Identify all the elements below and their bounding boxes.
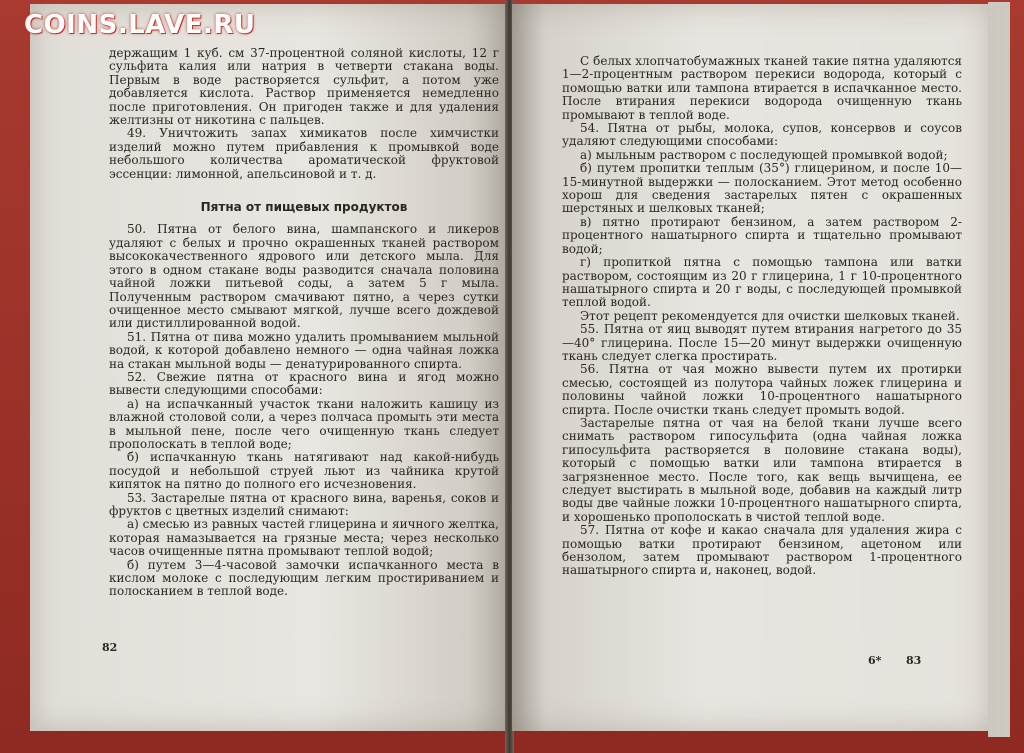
paragraph: б) путем пропитки теплым (35°) глицерином, и после 10—15-минутной выдержки — полосканием. Этот метод особенно хорош для сведения застарелых пятен с окрашенных шерстяных и шелковых тканей;	[562, 161, 962, 216]
paragraph: 51. Пятна от пива можно удалить промыванием мыльной водой, к которой добавлено немного — одна чайная ложка на стакан мыльной воды — денатурированного спирта.	[109, 329, 499, 371]
page-fore-edge	[988, 2, 1010, 737]
paragraph: Застарелые пятна от чая на белой ткани лучше всего снимать раствором гипосульфита (одна чайная ложка гипосульфита растворяется в половине стакана воды), который с помощью ватки или тампона втирается в загрязненное место. После того, как вещь вычищена, ее следует выстирать в мыльной воде, добавив на каждый литр воды две чайные ложки 10-процентного нашатырного спирта, и хорошенько прополоскать в чистой теплой воде.	[562, 415, 962, 524]
paragraph: 50. Пятна от белого вина, шампанского и ликеров удаляют с белых и прочно окрашенных тканей раствором высококачественного ядрового или детского мыла. Для этого в одном стакане воды разводится сначала половина чайной ложки питьевой соды, а затем 5 г мыла. Полученным раствором смачивают пятно, а через сутки очищенное место смывают мягкой, лучше всего дождевой или дистиллированной водой.	[109, 222, 499, 331]
paragraph: 56. Пятна от чая можно вывести путем их протирки смесью, состоящей из полутора чайных ложек глицерина и половины чайной ложки 10-процентного нашатырного спирта. После очистки ткань следует промыть водой.	[562, 362, 962, 417]
paragraph: а) мыльным раствором с последующей промывкой водой;	[580, 147, 948, 162]
paragraph: 52. Свежие пятна от красного вина и ягод можно вывести следующими способами:	[109, 369, 499, 398]
paragraph: С белых хлопчатобумажных тканей такие пятна удаляются 1—2-процентным раствором перекиси водорода, который с помощью ватки или тампона втирается в испачканное место. После втирания перекиси водорода очищенную ткань промывают в теплой воде.	[562, 54, 962, 122]
paragraph: 49. Уничтожить запах химикатов после химчистки изделий можно путем прибавления к промывкой воде небольшого количества ароматической фруктовой эссенции: лимонной, апельсиновой и т. д.	[109, 126, 499, 181]
paragraph: 57. Пятна от кофе и какао сначала для удаления жира с помощью ватки протирают бензином, ацетоном или бензолом, затем промывают раствором 1-процентного нашатырного спирта и, наконец, водой.	[562, 523, 962, 578]
paragraph: а) на испачканный участок ткани наложить кашицу из влажной столовой соли, а через полчаса промыть эти места в мыльной пене, после чего очищенную ткань следует прополоскать в теплой воде;	[109, 396, 499, 451]
right-page	[512, 4, 990, 731]
watermark-logo: COINS.LAVE.RU	[24, 10, 256, 40]
left-page-text	[109, 47, 499, 599]
left-page	[30, 4, 506, 731]
paragraph: б) испачканную ткань натягивают над какой-нибудь посудой и небольшой струей льют из чайника крутой кипяток на пятно до полного его исчезновения.	[109, 450, 499, 492]
paragraph: б) путем 3—4-часовой замочки испачканного места в кислом молоке с последующим легким простириванием и полосканием в теплой воде.	[109, 557, 499, 599]
section-heading: Пятна от пищевых продуктов	[200, 200, 408, 215]
right-page-text	[562, 55, 962, 578]
paragraph: г) пропиткой пятна с помощью тампона или ватки раствором, состоящим из 20 г глицерина, 1 г 10-процентного нашатырного спирта и 20 г воды, с последующей промывкой теплой водой.	[562, 255, 962, 310]
page-number-left: 82	[102, 641, 118, 654]
paragraph: в) пятно протирают бензином, а затем раствором 2-процентного нашатырного спирта и тщательно промывают водой;	[562, 214, 962, 256]
paragraph: а) смесью из равных частей глицерина и яичного желтка, которая намазывается на грязные места; через несколько часов очищенные пятна промывают теплой водой;	[109, 517, 499, 559]
page-number-right: 83	[906, 654, 922, 667]
paragraph: держащим 1 куб. см 37-процентной соляной кислоты, 12 г сульфита калия или натрия в четверти стакана воды. Первым в воде растворяется сульфит, а потом уже добавляется кислота. Раствор применяется немедленно после приготовления. Он пригоден также и для удаления желтизны от никотина с пальцев.	[109, 46, 499, 128]
paragraph: Этот рецепт рекомендуется для очистки шелковых тканей.	[580, 308, 960, 323]
paragraph: 54. Пятна от рыбы, молока, супов, консервов и соусов удаляют следующими способами:	[562, 121, 962, 149]
signature-mark: 6*	[868, 654, 882, 667]
paragraph: 53. Застарелые пятна от красного вина, варенья, соков и фруктов с цветных изделий снимают:	[109, 490, 499, 518]
paragraph: 55. Пятна от яиц выводят путем втирания нагретого до 35—40° глицерина. После 15—20 минут выдержки очищенную ткань следует слегка простирать.	[562, 322, 962, 363]
